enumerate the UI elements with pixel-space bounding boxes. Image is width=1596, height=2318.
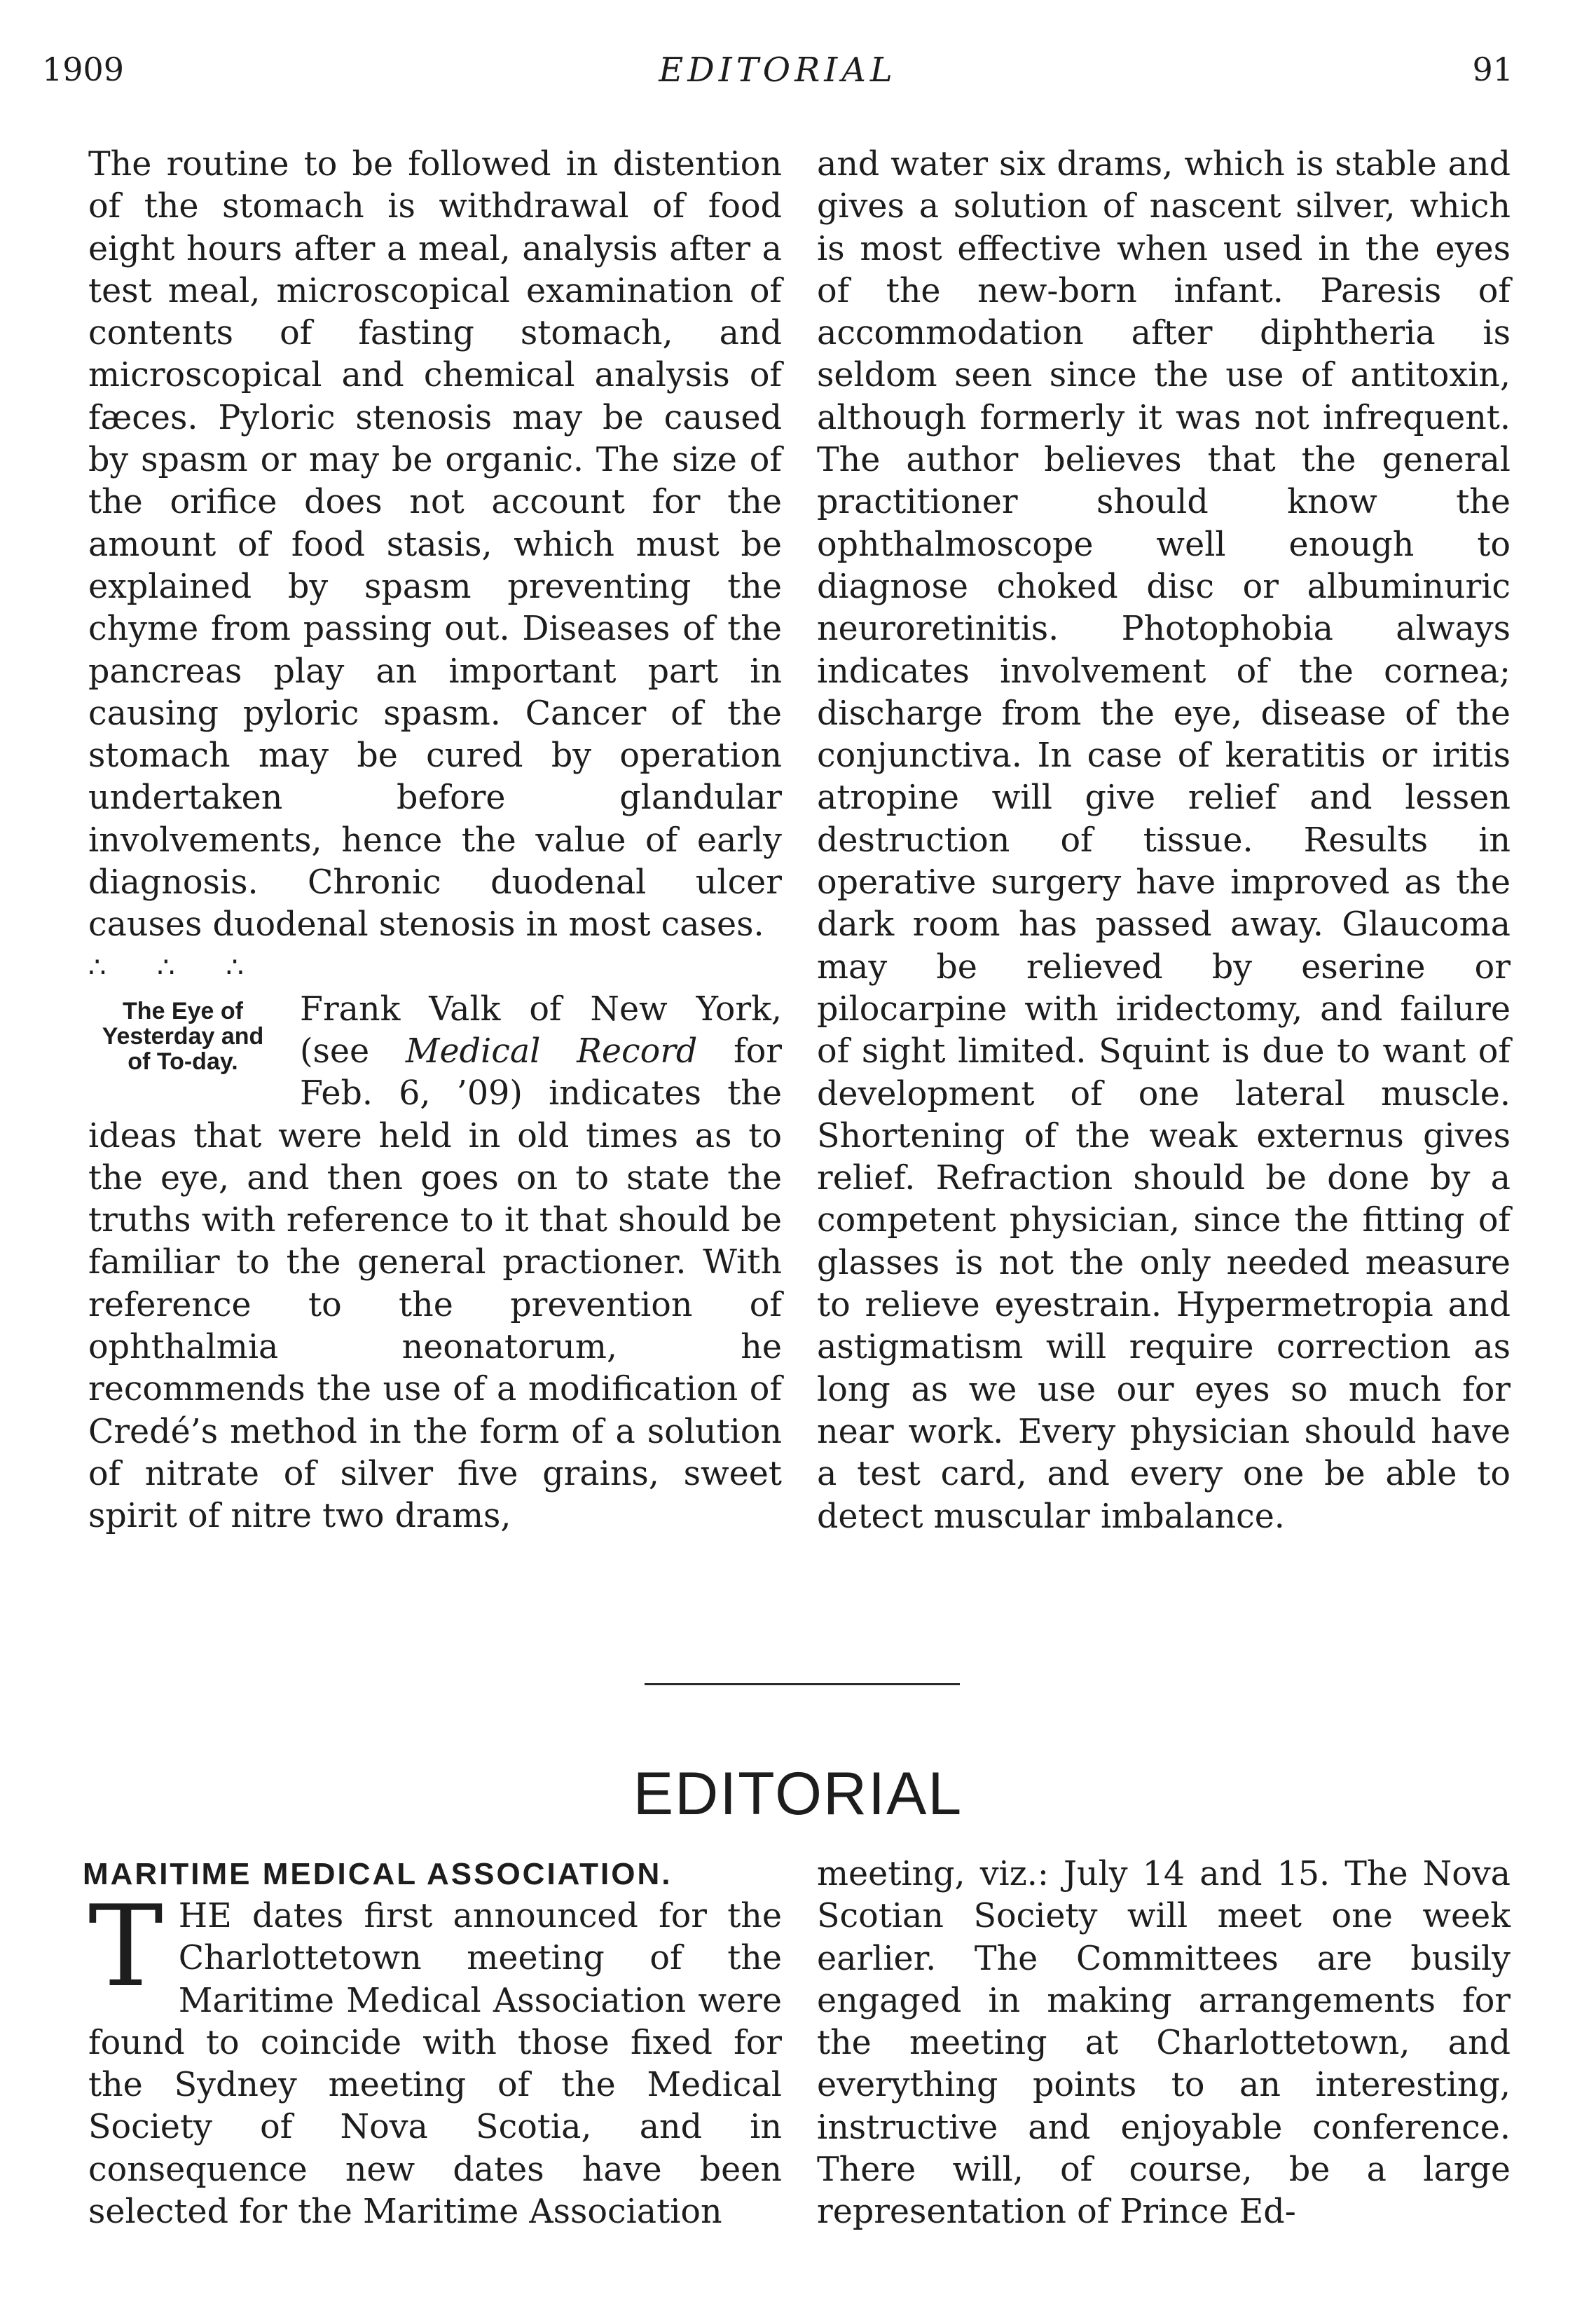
header-year: 1909 — [42, 50, 125, 88]
eye-article-sidehead: The Eye of Yesterday and of To-day. — [102, 997, 264, 1075]
medical-record-title: Medical Record — [405, 1031, 698, 1071]
running-head — [42, 50, 1513, 107]
maritime-article-heading: MARITIME MEDICAL ASSOCIATION. — [83, 1857, 673, 1891]
header-title: EDITORIAL — [659, 50, 897, 90]
section-separator: ∴ ∴ ∴ — [88, 951, 265, 984]
top-right-column — [817, 144, 1511, 1538]
editorial-section-title: EDITORIAL — [633, 1760, 963, 1827]
maritime-article-paragraph: HE dates first announced for the Charlottetown meeting of the Maritime Medical Association were found to coincide with those fixed for the Sydney meeting of the Medical Society of Nova Scotia, and in consequence new dates have been selected for the Maritime Association — [88, 1897, 782, 2232]
header-page-number: 91 — [1472, 50, 1513, 88]
bottom-left-column — [83, 1853, 782, 2233]
bottom-right-column — [817, 1853, 1511, 2234]
section-divider-rule — [645, 1683, 960, 1685]
drop-cap: T — [88, 1881, 163, 2012]
eye-article-continuation: and water six drams, which is stable and gives a solution of nascent silver, which is most effective when used in the eyes of the new-born infant. Paresis of accommodation after diphtheria is seldom seen since the use of antitoxin, although formerly it was not infrequent. The author believes that the general practitioner should know the ophthalmoscope well enough to diagnose choked disc or albuminuric neuroretinitis. Photophobia always indicates involvement of the cornea; discharge from the eye, disease of the conjunctiva. In case of keratitis or iritis atropine will give relief and lessen destruction of tissue. Results in operative surgery have improved as the dark room has passed away. Glaucoma may be relieved by eserine or pilocarpine with iridectomy, and failure of sight limited. Squint is due to want of development of one lateral muscle. Shortening of the weak externus gives relief. Refraction should be done by a competent physician, since the fitting of glasses is not the only needed measure to relieve eyestrain. Hypermetropia and astigmatism will require correction as long as we use our eyes so much for near work. Every physician should have a test card, and every one be able to detect muscular imbalance. — [817, 145, 1511, 1536]
eye-text-part-a: Frank Valk of New York, (see — [300, 989, 782, 1071]
eye-article — [88, 989, 782, 1538]
eye-text-part-b: for Feb. 6, ’09) indicates the ideas that were held in old times as to the eye, and then goes on to state the truths with reference to it that should be familiar to the general practioner. With reference to the prevention of ophthalmia neonatorum, he recommends the use of a modification of Credé’s method in the form of a solution of nitrate of silver five grains, sweet spirit of nitre two drams, — [88, 1031, 783, 1536]
article-stomach-paragraph: The routine to be followed in distention of the stomach is withdrawal of food eight hours after a meal, analysis after a test meal, microscopical examination of contents of fasting stomach, and microscopical and chemical analysis of fæces. Pyloric stenosis may be caused by spasm or may be organic. The size of the orifice does not account for the amount of food stasis, which must be explained by spasm preventing the chyme from passing out. Diseases of the pancreas play an important part in causing pyloric spasm. Cancer of the stomach may be cured by operation undertaken before glandular involvements, hence the value of early diagnosis. Chronic duodenal ulcer causes duodenal stenosis in most cases. — [88, 145, 782, 945]
maritime-article-continuation: meeting, viz.: July 14 and 15. The Nova Scotian Society will meet one week earlier. The Committees are busily engaged in making arrangements for the meeting at Charlottetown, and everything points to an interesting, instructive and enjoyable conference. There will, of course, be a large representation of Prince Ed- — [817, 1855, 1511, 2232]
top-left-column — [88, 144, 782, 1538]
